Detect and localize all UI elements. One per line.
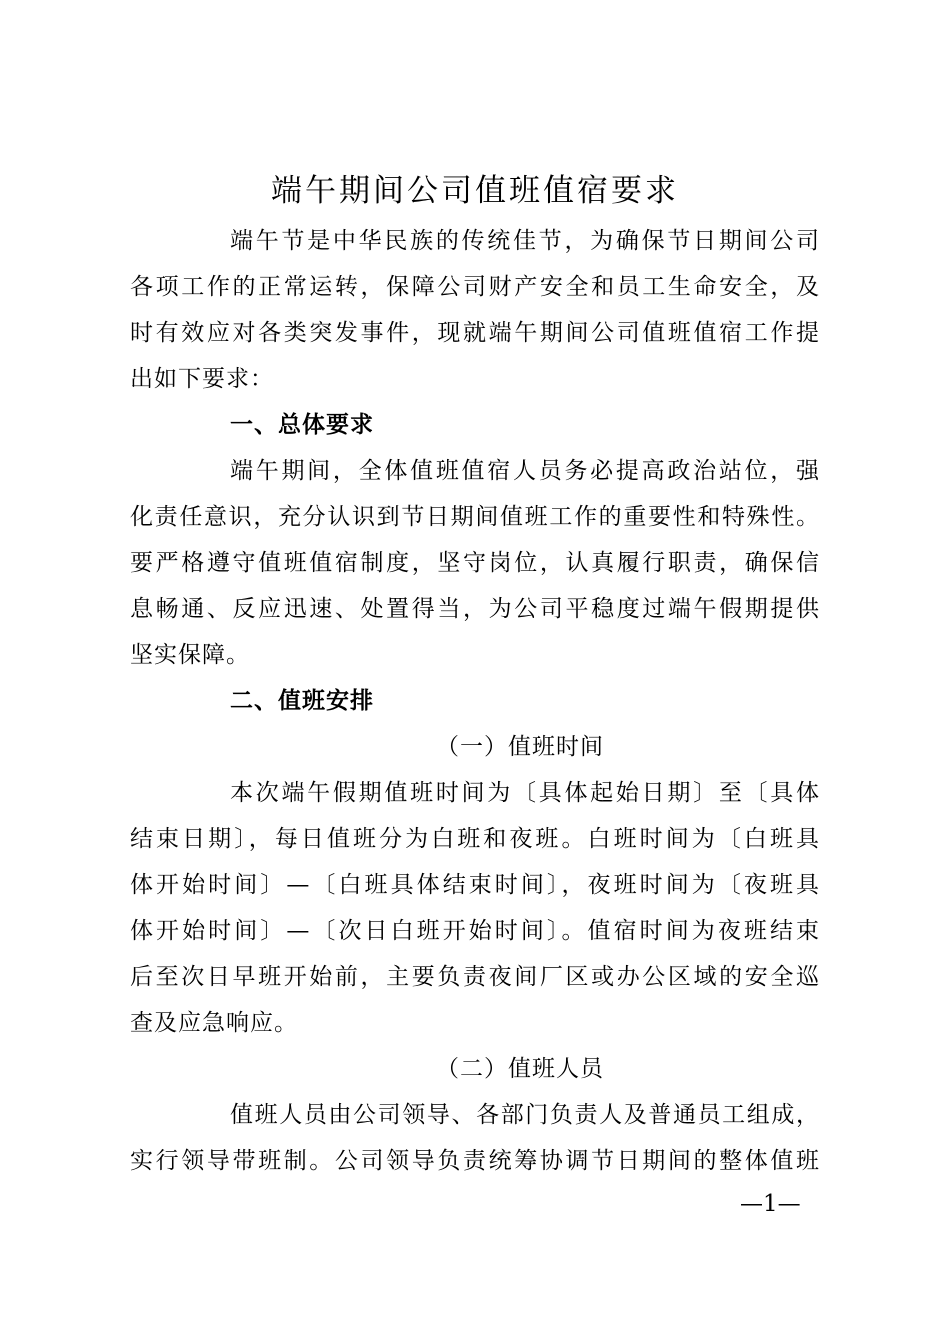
- intro-line-3: 时有效应对各类突发事件，现就端午期间公司值班值宿工作提: [130, 320, 820, 346]
- section1-line-4: 息畅通、反应迅速、处置得当，为公司平稳度过端午假期提供: [130, 596, 820, 622]
- section1-line-2: 化责任意识，充分认识到节日期间值班工作的重要性和特殊性。: [130, 504, 820, 530]
- section1-line-5: 坚实保障。: [130, 642, 250, 668]
- sub1-line-2: 结束日期〕，每日值班分为白班和夜班。白班时间为〔白班具: [130, 826, 820, 852]
- intro-line-4: 出如下要求：: [130, 366, 274, 392]
- section1-heading: 一、总体要求: [230, 412, 374, 438]
- sub1-line-4: 体开始时间〕—〔次日白班开始时间〕。值宿时间为夜班结束: [130, 918, 820, 944]
- section1-line-1: 端午期间，全体值班值宿人员务必提高政治站位，强: [230, 458, 820, 484]
- section2-heading: 二、值班安排: [230, 688, 374, 714]
- document-title: 端午期间公司值班值宿要求: [271, 173, 679, 209]
- sub1-heading: （一）值班时间: [436, 734, 604, 760]
- intro-line-2: 各项工作的正常运转，保障公司财产安全和员工生命安全，及: [130, 274, 820, 300]
- sub2-heading: （二）值班人员: [436, 1056, 604, 1082]
- page-number: —1—: [740, 1191, 801, 1217]
- sub1-line-5: 后至次日早班开始前，主要负责夜间厂区或办公区域的安全巡: [130, 964, 820, 990]
- sub1-line-3: 体开始时间〕—〔白班具体结束时间〕，夜班时间为〔夜班具: [130, 872, 820, 898]
- section1-line-3: 要严格遵守值班值宿制度，坚守岗位，认真履行职责，确保信: [130, 550, 820, 576]
- sub2-line-2: 实行领导带班制。公司领导负责统筹协调节日期间的整体值班: [130, 1148, 820, 1174]
- sub1-line-6: 查及应急响应。: [130, 1010, 298, 1036]
- sub1-line-1: 本次端午假期值班时间为〔具体起始日期〕至〔具体: [230, 780, 820, 806]
- sub2-line-1: 值班人员由公司领导、各部门负责人及普通员工组成，: [230, 1102, 820, 1128]
- intro-line-1: 端午节是中华民族的传统佳节，为确保节日期间公司: [230, 228, 820, 254]
